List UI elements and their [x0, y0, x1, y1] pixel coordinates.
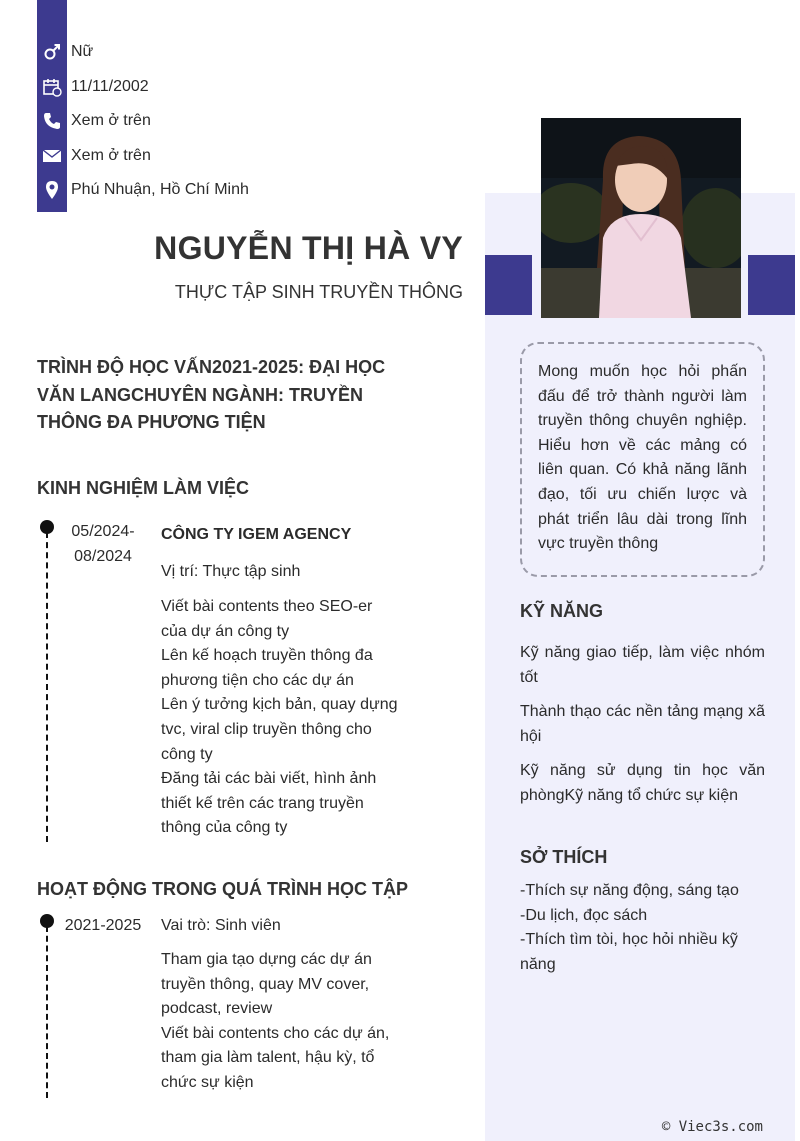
- job-title: THỰC TẬP SINH TRUYỀN THÔNG: [174, 282, 463, 302]
- task-line: truyền thông, quay MV cover,: [161, 975, 370, 993]
- company-name: CÔNG TY IGEM AGENCY: [161, 526, 352, 543]
- task-line: thông của công ty: [161, 819, 288, 837]
- contact-address: [37, 173, 249, 208]
- calendar-icon: [37, 70, 67, 104]
- profile-photo: [541, 118, 741, 318]
- education-line-3: THÔNG ĐA PHƯƠNG TIỆN: [37, 412, 266, 432]
- task-line: tham gia làm talent, hậu kỳ, tổ: [161, 1049, 375, 1067]
- location-pin-icon: [37, 173, 67, 207]
- mail-icon: [37, 139, 67, 173]
- education-section: [37, 354, 385, 437]
- experience-heading: KINH NGHIỆM LÀM VIỆC: [37, 478, 250, 498]
- hobby-line: -Thích tìm tòi, học hỏi nhiều kỹ: [520, 931, 738, 949]
- position-text: Vị trí: Thực tập sinh: [161, 563, 301, 580]
- experience-tasks: [161, 595, 398, 841]
- task-line: podcast, review: [161, 1000, 273, 1018]
- hobbies-list: [520, 879, 765, 977]
- contact-email: [37, 139, 249, 174]
- task-line: Lên kế hoạch truyền thông đa: [161, 647, 373, 665]
- education-line-2: VĂN LANGCHUYÊN NGÀNH: TRUYỀN: [37, 384, 364, 405]
- address-text: Phú Nhuận, Hồ Chí Minh: [71, 181, 249, 199]
- contact-list: [37, 35, 249, 208]
- experience-dates: [57, 520, 149, 569]
- task-line: thiết kế trên các trang truyền: [161, 794, 364, 812]
- contact-phone: [37, 104, 249, 139]
- task-line: Đăng tải các bài viết, hình ảnh: [161, 770, 377, 788]
- activities-tasks: [161, 948, 389, 1096]
- experience-date-end: 08/2024: [74, 547, 132, 565]
- accent-block-right: [748, 255, 795, 315]
- task-line: Viết bài contents theo SEO-er: [161, 598, 373, 615]
- task-line: tvc, viral clip truyền thông cho: [161, 720, 372, 738]
- activities-heading: HOẠT ĐỘNG TRONG QUÁ TRÌNH HỌC TẬP: [37, 879, 408, 899]
- experience-date-start: 05/2024-: [71, 523, 135, 540]
- timeline-line: [46, 926, 48, 1098]
- hobbies-heading: SỞ THÍCH: [520, 847, 608, 867]
- email-text: Xem ở trên: [71, 146, 151, 164]
- contact-gender: [37, 35, 249, 70]
- dob-text: 11/11/2002: [71, 77, 149, 95]
- hobby-line: -Thích sự năng động, sáng tạo: [520, 882, 739, 899]
- skills-heading: KỸ NĂNG: [520, 601, 604, 621]
- skill-item: Thành thạo các nền tảng mạng xã hội: [520, 703, 765, 745]
- task-line: Tham gia tạo dựng các dự án: [161, 951, 372, 968]
- task-line: của dự án công ty: [161, 622, 290, 640]
- phone-text: Xem ở trên: [71, 112, 151, 130]
- skill-item: Kỹ năng sử dụng tin học văn phòngKỹ năng tổ chức sự kiện: [520, 762, 765, 804]
- candidate-name: NGUYỄN THỊ HÀ VY: [154, 230, 463, 266]
- objective-box: [520, 342, 765, 577]
- timeline-line: [46, 532, 48, 842]
- role-text: Vai trò: Sinh viên: [161, 917, 281, 934]
- contact-dob: [37, 70, 249, 105]
- task-line: chức sự kiện: [161, 1073, 254, 1091]
- task-line: Lên ý tưởng kịch bản, quay dựng: [161, 696, 398, 714]
- hobby-line: năng: [520, 955, 556, 973]
- objective-text: Mong muốn học hỏi phấn đấu để trở thành người làm truyền thông chuyên nghiệp. Hiểu hơn về các mảng có liên quan. Có khả năng lãnh đạo, tối ưu chiến lược và phát triển lâu dài trong lĩnh vực truyền thông: [538, 363, 747, 553]
- task-line: công ty: [161, 745, 213, 763]
- accent-block-left: [485, 255, 532, 315]
- education-line-1: TRÌNH ĐỘ HỌC VẤN2021-2025: ĐẠI HỌC: [37, 357, 386, 377]
- footer-watermark: © Viec3s.com: [661, 1119, 763, 1135]
- task-line: phương tiện cho các dự án: [161, 671, 354, 689]
- gender-text: Nữ: [71, 43, 94, 61]
- skill-item: Kỹ năng giao tiếp, làm việc nhóm tốt: [520, 644, 765, 686]
- activities-date: 2021-2025: [64, 917, 142, 934]
- phone-icon: [37, 104, 67, 138]
- gender-icon: [37, 35, 67, 69]
- hobby-line: -Du lịch, đọc sách: [520, 906, 648, 924]
- task-line: Viết bài contents cho các dự án,: [161, 1024, 390, 1042]
